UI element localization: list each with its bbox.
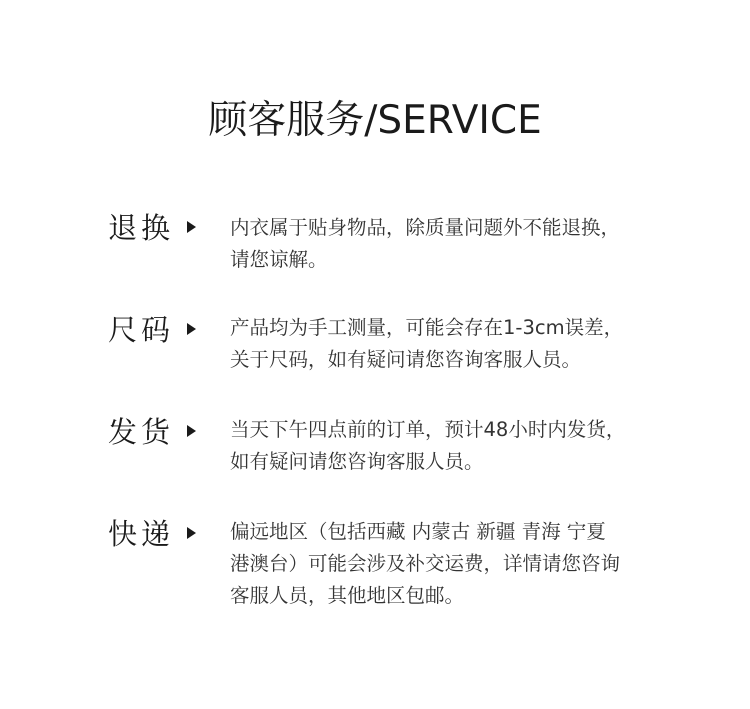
item-label: 发货 [108,415,175,449]
triangle-right-icon [187,425,196,437]
description-line: 港澳台）可能会涉及补交运费，详情请您咨询 [230,552,621,575]
description-line: 请您谅解。 [230,248,328,271]
triangle-right-icon [187,323,196,335]
description-line: 关于尺码，如有疑问请您咨询客服人员。 [230,348,582,371]
item-label: 尺码 [108,313,175,347]
triangle-right-icon [187,527,196,539]
page-title: 顾客服务/SERVICE [208,98,542,143]
item-description [230,414,650,478]
description-line: 产品均为手工测量，可能会存在1-3cm误差， [230,316,624,339]
item-description [230,212,650,276]
triangle-right-icon [187,221,196,233]
description-line: 偏远地区（包括西藏 内蒙古 新疆 青海 宁夏 [230,520,606,543]
item-description [230,516,650,612]
description-line: 内衣属于贴身物品，除质量问题外不能退换， [230,216,621,239]
item-label: 快递 [108,517,175,551]
description-line: 当天下午四点前的订单，预计48小时内发货， [230,418,626,441]
description-line: 如有疑问请您咨询客服人员。 [230,450,484,473]
item-description [230,312,650,376]
description-line: 客服人员，其他地区包邮。 [230,584,465,607]
item-label: 退换 [108,211,175,245]
